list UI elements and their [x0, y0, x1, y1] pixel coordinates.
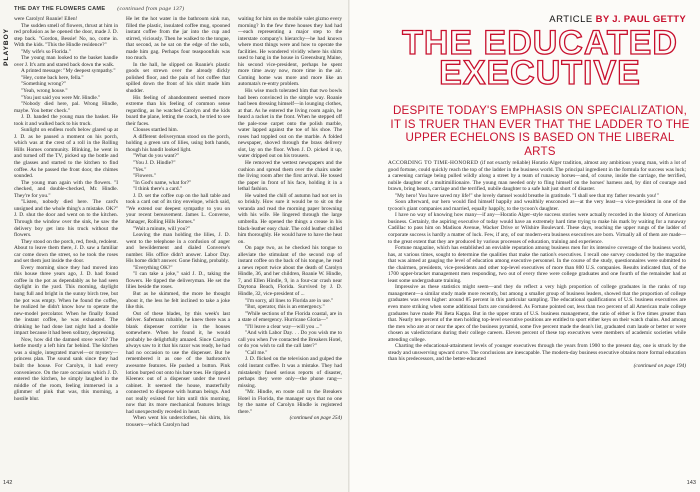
paragraph: Every morning since they had moved into this house three years ago, J. D. had found coffee in the pot as dependably as he had seen daylight in the yard. This morning, daylight hung full and bright in the sunny birch tree, but the pot was empty. When he found the coffee, he realized he didn't know how to operate the new-model percolator. When he finally found the instant coffee, he was exhausted. The drinking he had done last night had a double impact because it had been solitary, depressing. — [14, 264, 118, 337]
paragraph: "I'm sorry, all lines to Florida are in use." — [245, 297, 334, 304]
paragraph: J. D. handed the young man the basket. He took it and walked back to his truck. — [14, 114, 118, 127]
paragraph: The young man looked to the basket handle over J. It's arm and stared back down the walk. — [14, 55, 118, 68]
paragraph: But as he skimmed, the more he thought about it, the less he felt inclined to take a joke like this. — [126, 290, 230, 311]
paragraph: J. D. set the coffee cup on the hall table and took a card out of its tiny envelope, which said, "We extend our deepest sympathy to you on your recent bereavement. James L. Converse, Manager, Rolling Hills Homes." — [126, 192, 230, 225]
paragraph: "You J. D. Hindle?" — [133, 160, 176, 167]
paragraph: Fortune magazine, which has established an enviable reputation among business men for its intensive coverage of the business world, has, at various times, sought to determine the qualities that make the nation's executives. I recall one survey conducted by the magazine that was aimed at gauging the level of education among executive personnel. In the course of the study, questionnaires were submitted to the chairmen, presidents, vice-presidents and other top-level executives of more than 800 U.S. companies. Results indicated that, of the 1700 upper-bracket management men responding, two out of every three were college graduates and one fourth of the remainder had at least some undergraduate training. — [388, 245, 686, 284]
paragraph: "Listen, nobody died here. The card's unsigned and the whole thing's a mistake. OK?" J. D. shut the door and went on to the kitchen. Through the window over the sink, he saw the delivery boy get into his truck without the flowers. — [14, 199, 118, 239]
paragraph: "I think there's a card." — [133, 186, 183, 193]
paragraph: "While sections of the Florida coastal, are in a state of emergency. Hurricane Gloria—" — [238, 310, 342, 324]
title-line-1: THE EDUCATED — [402, 24, 678, 62]
paragraph: They stood on the porch, red, fresh, redolent. About to leave them there, J. D. saw a familiar car come down the street, so he took the roses and set them just inside the door. — [14, 238, 118, 265]
byline-author: BY J. PAUL GETTY — [595, 14, 686, 25]
paragraph: "What do you want?" — [133, 153, 180, 160]
paragraph: A different deliveryman stood on the porch, holding a green urn of lilies, using both hands, though his bandit looked light. — [126, 133, 230, 153]
lead-paragraph-text: (if not exactly reliable) Horatio Alger tradition, almost any ambitious young man, with a lot of good fortune, could quickly reach the top of the ladder in the business world. The principal ingredient in the formula for success was luck; a careening carriage being pulled wildly along a street by a team of runaway horses—and, of course, inside the carriage, the terrified, nubile daughter of a multimillionaire. The young man needed only to fling himself on the horses' harness and, by dint of courage and brawn, bring beasts, carriage and the terrified, nubile daughter to a safe halt just short of disaster. — [388, 160, 686, 193]
page-number-left: 142 — [3, 480, 13, 486]
paragraph: waiting for him on the mobile valet gizmo every morning? In the few three houses they had had—each representing a major step to the interstate company's hierarchy—he had known where most things were and how to operate the facilities. He wondered vividly where his shirts used to hang in the house in Greensburg Maine, his second vice-president, perhaps he spent more time away now, more time in the air. Coming home was more and more like an automata's re-entry problem. — [238, 16, 342, 88]
byline-prefix: ARTICLE — [549, 14, 593, 25]
paragraph: Charting the educational-attainment levels of younger executives through the years from 1900 to the present day, one is struck by the steady and unswerving upward curve. The conclusions are inescapable. The modern-day business executive obtains more formal education than his predecessors, and the better-educated — [388, 343, 686, 363]
paragraph: (continued on page 254) — [289, 415, 342, 422]
paragraph: "Flowers." — [133, 173, 156, 180]
paragraph: "In God's name, what for?" — [133, 179, 192, 186]
paragraph: "Yes." — [133, 166, 147, 173]
paragraph: Clouses startled him. — [133, 127, 178, 134]
story-column-3 — [238, 16, 342, 480]
lead-in: ACCORDING TO TIME-HONORED — [388, 160, 481, 166]
paragraph: Out of these blades, by this week's last deliver. Safemans rubable, he knew there was a blank dispenser corridor in the houses somewhere. When he found it, he would probably be delightfully amazed. Since Carolyn always saw to it that his razor was ready, he had had no occasion to use the dispenser. But he remembered it as one of the bathroom's awesome features. He pushed a button. Pink lotion burped out onto his bare toes. He ripped a Kleenex out of a dispenser under the towel cabinet. It seemed the house, masterfully connected to dispense with human beings. And not really existed for him until this morning, now that its more mechanical features brings had unexpectedly receded in heart. — [126, 310, 230, 415]
paragraph: A printed message: "My deepest sympathy." — [21, 68, 116, 75]
paragraph — [388, 160, 686, 193]
paragraph: Soon afterward, our hero would find himself happily and wealthily ensconced as—at the very least—a vice-president in one of the tycoon's giant companies and married, equally happily, to the tycoon's daughter. — [388, 199, 686, 212]
paragraph: were Carolyn! Roanie! Ellen! — [14, 16, 78, 22]
paragraph: "Hey, come back here, fella." — [21, 74, 84, 81]
paragraph: "My wife's so Florida." — [21, 48, 71, 55]
paragraph: "Nobody died here, pal. Wrong Hindle, maybe. You better check." — [14, 101, 118, 114]
paragraph: "Mr. Hindle, en route call to the Breakers Hotel in Florida, the manager says that no one by the name of Carolyn Hindle is registered there." — [238, 389, 342, 415]
paragraph: Impressive as these statistics might seem—and they do reflect a very high proportion of college graduates in the ranks of top management—a similar study made more recently, but among a smaller group of business leaders, showed that the proportion of college graduates was even higher: around 85 percent in this particular sampling. The educational qualifications of U.S. business executives are even more striking when some additional facts are considered. As Fortune pointed out, less than two percent of all American male college graduates have made Phi Beta Kappa. But in the upper strata of U.S. business management, the ratio of either is five times greater than that. Nearly ten percent of the men holding top-level executive positions are entitled to sport either keys on their watch chains. And among the men who are at or near the apex of the business pyramid, some five percent made the dean's list, graduated cum laude or better or were chosen as valedictorians during their college careers. Eleven percent of these top executives were members of academic societies while attending college. — [388, 284, 686, 343]
running-head-continued: (continued from page 137) — [117, 6, 185, 12]
paragraph: The sudden smell of flowers, thrust at him in red profusion as he opened the door, made J. D. step back. "Gordon, Bessie! No, no, come in. With the kids. "This the Hindle residence?" — [14, 22, 118, 49]
paragraph: "I'll leave a clear way—will you ..." — [245, 323, 322, 330]
paragraph: "I can take a joke," said J. D., taking the flowers. He tipped the deliveryman. He set the lilies beside the roses. — [126, 271, 230, 291]
paragraph: "Something wrong?" — [21, 81, 66, 88]
title-line-2: EXECUTIVE — [439, 54, 641, 92]
article-body — [388, 160, 686, 476]
paragraph: His feeling of abandonment seemed more extreme than his feeling of common sense regarding, as he watched Carolyn and the kids board the plane, letting the coach, he tried to see their faces. — [126, 94, 230, 127]
paragraph: When went his underclothes, his shirts, his trousers—which Carolyn had — [126, 415, 230, 428]
paragraph: In the hall, he slipped on Roanie's plastic goods set strewn over the already dickly polished floor, and the pain of hot coffee that spilled down the front of his shirt made him shudder. — [126, 61, 230, 95]
running-head-title: THE DAY THE FLOWERS CAME — [14, 6, 106, 12]
paragraph: He waited the chill of autumn had not set in so briskly. How sure it would be to sit on the veranda and read the morning paper browning with his wife. He lingered through the large umbrella. He opened the things a crease in his black-leather easy chair. The cold leather chilled him thoroughly. He would have to have the heat on. — [238, 192, 342, 245]
paragraph: "You just said you were Mr. Hindle." — [21, 94, 101, 101]
article-deck: DESPITE TODAY'S EMPHASIS ON SPECIALIZATION, IT IS TRUER THAN EVER THAT THE LADDER TO THE UPPER ECHELONS IS BASED ON THE LIBERAL ARTS — [390, 104, 690, 158]
paragraph: He removed the wettest newspapers and the cushion and spread them over the chairs under the living room after the first arrival. He tossed the paper in front of his face, holding it in a lethal fashion. — [238, 160, 342, 193]
paragraph: "Yeah, wrong house." — [21, 88, 68, 95]
paragraph: Leaving the man holding the lilies, J. D. went to the telephone in a confusion of anger and bewilderment and dialed Converse's number. His office didn't answer. Labor Day. His home didn't answer. Gone fishing, probably. — [126, 232, 230, 265]
paragraph: I have no way of knowing how many—if any—Horatio Alger–style success stories were actually recorded in the history of American business. Certainly, the aspiring executive of today would have an extremely hard time trying to make his mark by waiting for a runaway Cadillac to pass him on Madison Avenue, Wacker Drive or Wilshire Boulevard. These days, reaching the upper rungs of the ladder of corporate success is hardly a matter of luck. Few, if any, of our modern-era business executives are born. Virtually all of them are made—to the great extent that they are produced by various processes of education, training and experience. — [388, 212, 686, 245]
story-column-2 — [126, 16, 230, 480]
story-column-1 — [14, 16, 118, 480]
page-number-right: 143 — [686, 480, 696, 486]
paragraph: Now, how did the damned stove work? The kettle mostly a left him far behind. The kitchen was a single, integrated marvel—or mystery—princess plan. The sound sank since they had built the house. For Carolyn, it had every convenience. On the rare occasions which J. D. entered the kitchen, he simply laughed in the middle of the room, feeling immersed in a glimmer of pink that was, this morning, a hostile blur. — [14, 336, 118, 402]
paragraph: The young man again with the flowers. "I checked, and double-checked, Mr. Hindle. They're for you." — [14, 179, 118, 199]
paragraph: "Everything OK?" — [133, 264, 173, 271]
paragraph: "My hero! You have saved my life!" she lovely damsel would breathe in gratitude. "I shall see that my father rewards you!" — [395, 192, 659, 199]
paragraph: On page two, as he checked his tongue to alleviate the stimulant of the second cup of instant coffee on the back of his tongue, he read a news report twice about the death of Carolyn Hindle, 36, and her children, Roanie W. Hindle, 7, and Ellen Hindle, 9, in a four-car crash near Daytona Beach, Florida. Survived by J. D. Hindle, 32, vice-president of ... — [238, 245, 342, 297]
left-page — [0, 0, 349, 492]
paragraph: "But, operator, this is an emergency." — [245, 304, 325, 311]
continued-note: (continued on page 194) — [633, 362, 686, 369]
paragraph: His wise much tolerated him that two bowls had been convinced in the simple way. Roanie had been dressing himself—in lounging clothes, at that. As he entered the living room again, he heard a racket in the front. When he stepped off the pale-rose carpet onto the polish marble, water lapped against the toe of his shoe. The roses had toppled out on the marble. A folded newspaper, shoved through the brass delivery slot, lay on the floor. When J. D. picked it up, water dripped out on his trousers. — [238, 88, 342, 160]
paragraph: "Wait a minute, will you?" — [133, 225, 190, 232]
paragraph: J. D. flicked on the television and gulped the cold instant coffee. It was a mistake. They had mistakenly fused serious reports of disaster, perhaps they were only—the phone rang—missing. — [238, 356, 342, 389]
magazine-vertical-label: PLAYBOY — [3, 28, 10, 66]
article-title — [390, 24, 690, 92]
paragraph: He let the hot water in the bathroom sink run, filled the plastic, insulated coffee mug, spooned instant coffee from the jar into the cup and stirred, viciously. Then he walked to the tongue, that second, as he sat on the edge of the sofa, made him gag. Perhaps four teaspoonfuls was too much. — [126, 16, 230, 62]
paragraph: Sunlight on endless roofs below glared up at J. D. as he paused a moment on his porch, which was at the crest of a roll in the Rolling Hills Homes community. Blinking, he went in and turned off the TV, picked up the bottle and the glasses and started to the kitchen to find coffee. As he passed the front door, the chimes sounded. — [14, 127, 118, 180]
paragraph: "And with Labor Day. . . Do you wish me to call you when I've contacted the Breakers Hotel, or do you wish to call the call later?" — [238, 330, 342, 350]
paragraph: "Call me." — [245, 349, 268, 356]
running-head — [14, 6, 184, 12]
